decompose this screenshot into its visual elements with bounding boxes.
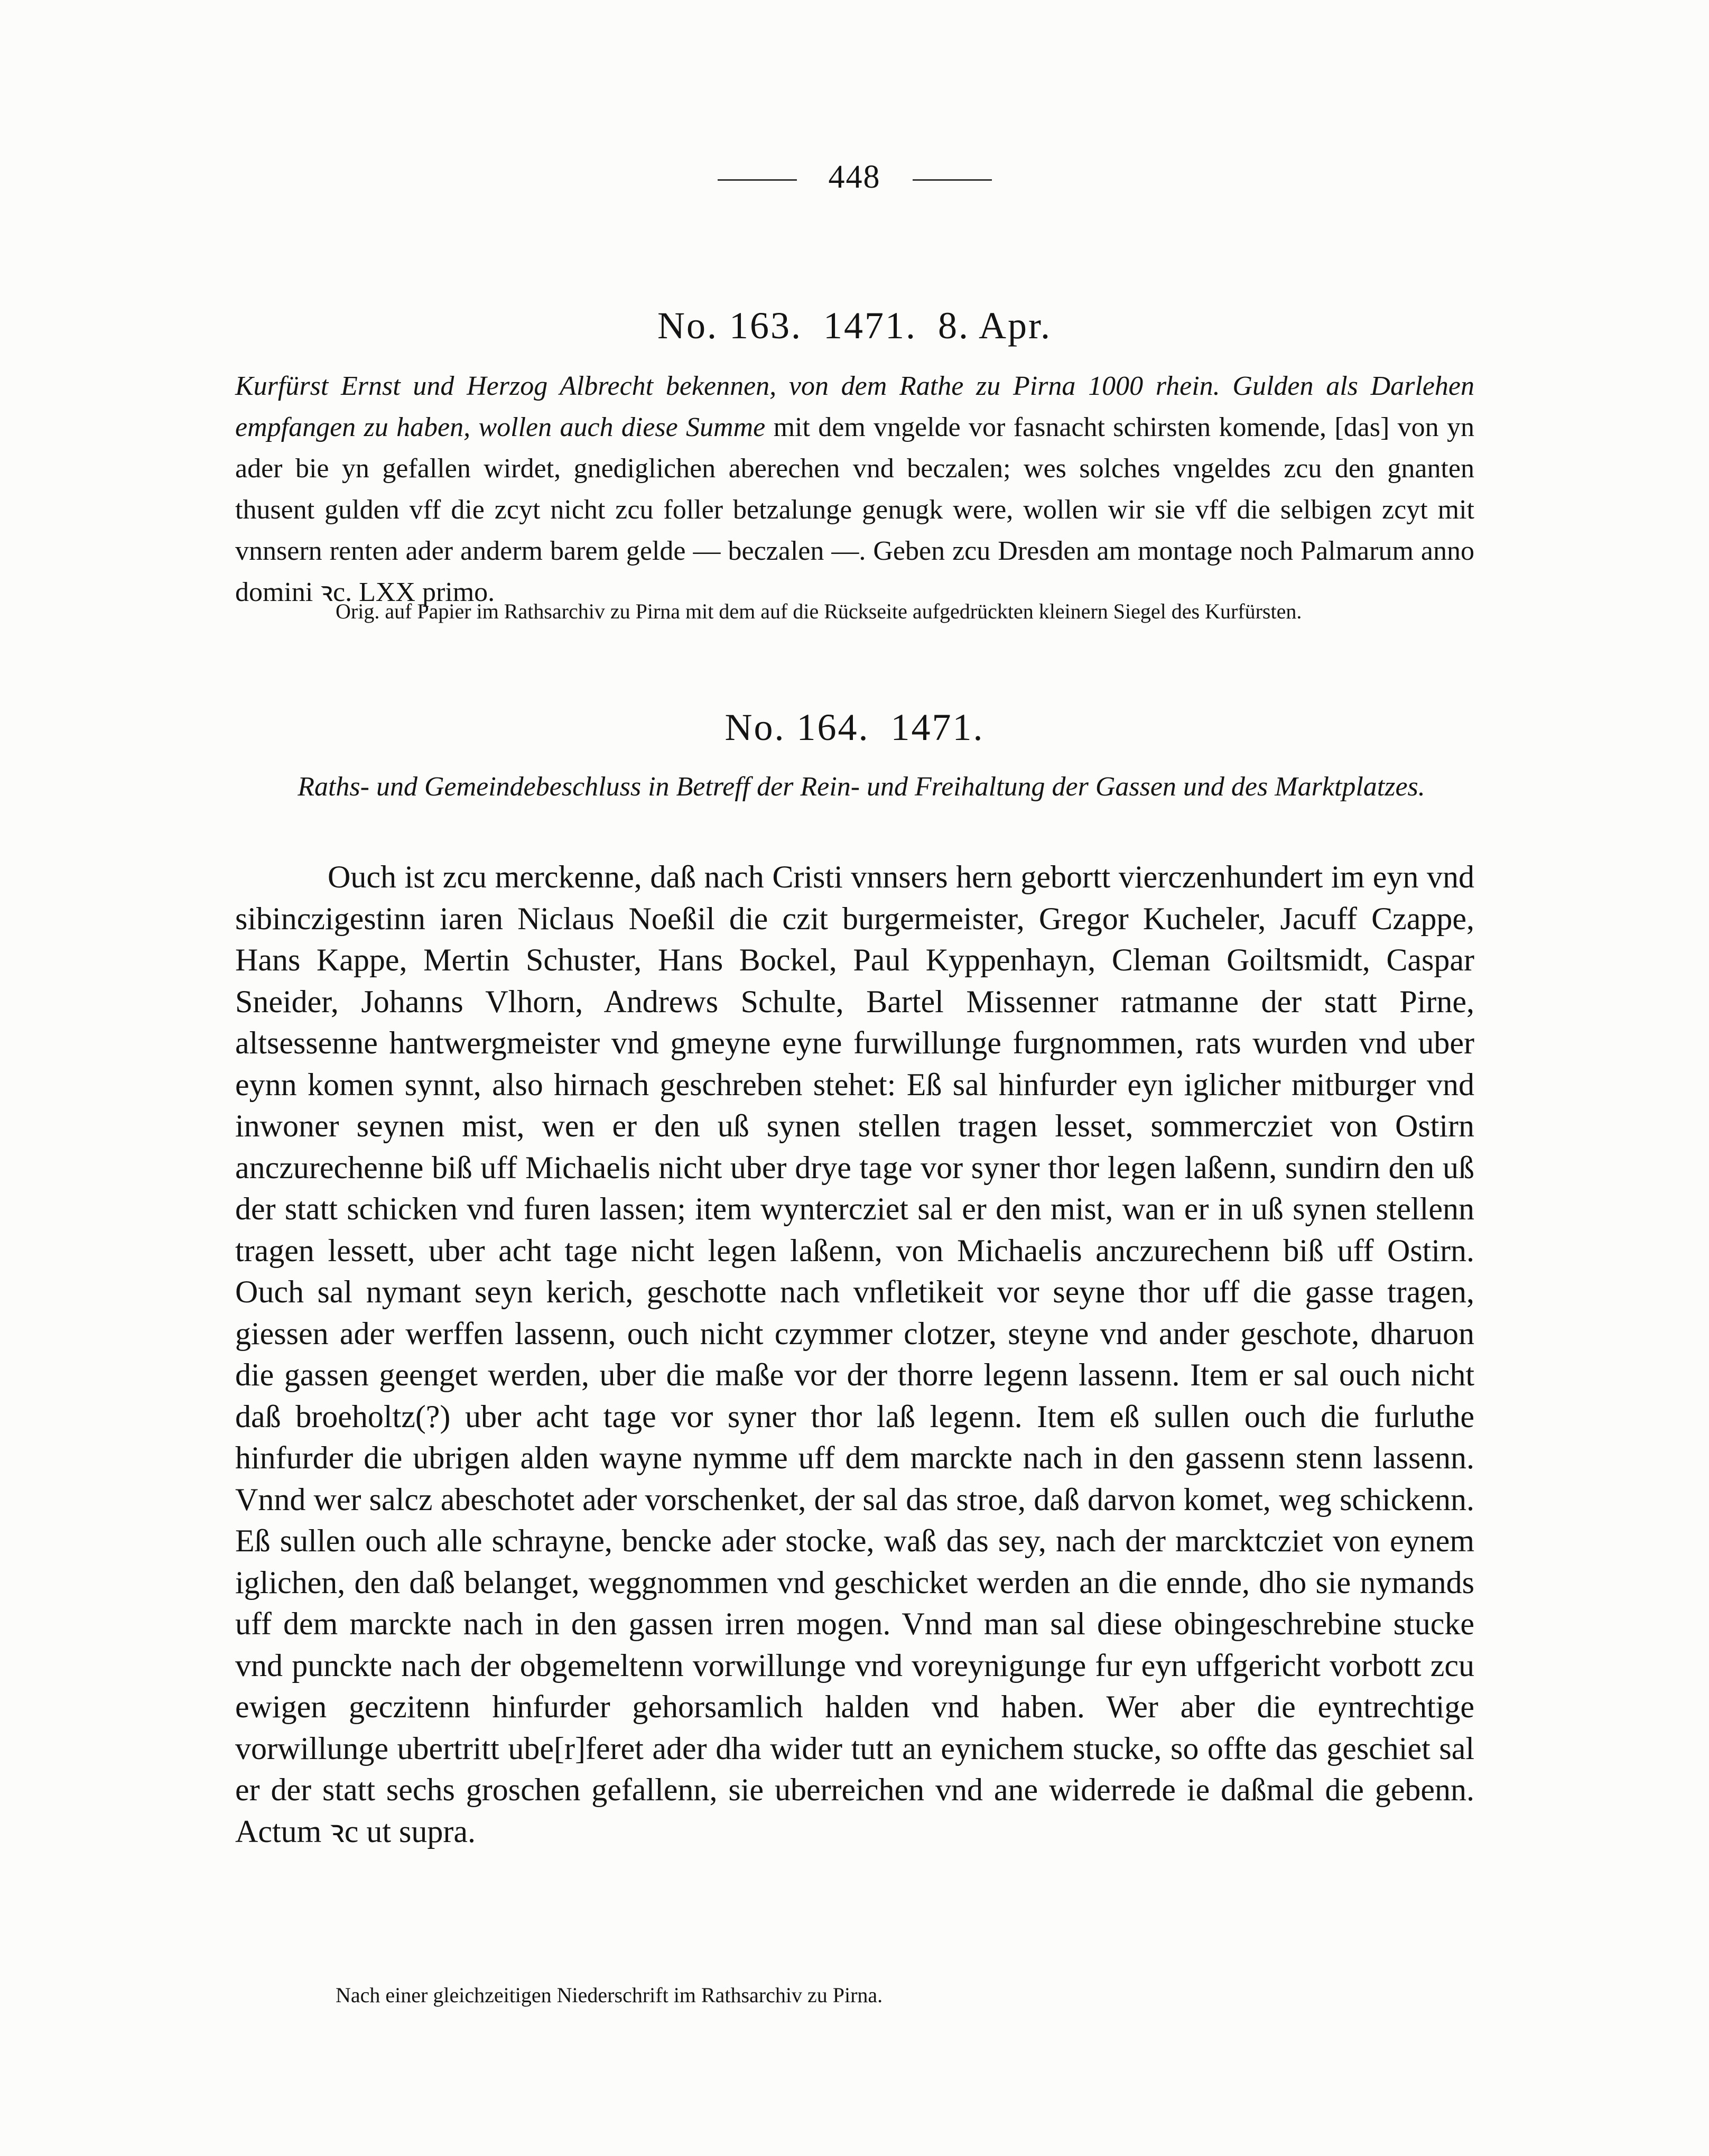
document-164-body: Ouch ist zcu merckenne, daß nach Cristi vnnsers hern gebortt vierczenhundert im eyn vnd sibinczigestinn iaren Niclaus Noeßil die czit burgermeister, Gregor Kucheler, Jacuff Czappe, Hans Kappe, Mertin Schuster, Hans Bockel, Paul Kyppenhayn, Cleman Goiltsmidt, Caspar Sneider, Johanns Vlhorn, Andrews Schulte, Bartel Missenner ratmanne der statt Pirne, altsessenne hantwergmeister vnd gmeyne eyne furwillunge furgnommen, rats wurden vnd uber eynn komen synnt, also hirnach geschreben stehet: Eß sal hinfurder eyn iglicher mitburger vnd inwoner seynen mist, wen er den uß synen stellen tragen lesset, sommercziet von Ostirn anczurechenne biß uff Michaelis nicht uber drye tage vor syner thor legen laßenn, sundirn den uß der statt schicken vnd furen lassen; item wyntercziet sal er den mist, wan er in uß synen stellenn tragen lessett, uber acht tage nicht legen laßenn, von Michaelis anczurechenn biß uff Ostirn. Ouch sal nymant seyn kerich, geschotte nach vnfletikeit vor seyne thor uff die gasse tragen, giessen ader werffen lassenn, ouch nicht czymmer clotzer, steyne vnd ander geschote, dharuon die gassen geenget werden, uber die maße vor der thorre legenn lassenn. Item er sal ouch nicht daß broeholtz(?) uber acht tage vor syner thor laß legenn. Item eß sullen ouch die furluthe hinfurder die ubrigen alden wayne nymme uff dem marckte nach in den gassenn stenn lassenn. Vnnd wer salcz abeschotet ader vorschenket, der sal das stroe, daß darvon komet, weg schickenn. Eß sullen ouch alle schrayne, bencke ader stocke, waß das sey, nach der marcktcziet von eynem iglichen, den daß belanget, weggnommen vnd geschicket werden an die ennde, dho sie nymands uff dem marckte nach in den gassen irren mogen. Vnnd man sal diese obingeschrebine stucke vnd punckte nach der obgemeltenn vorwillunge vnd voreynigunge fur eyn uffgericht vorbott zcu ewigen geczitenn hinfurder gehorsamlich halden vnd haben. Wer aber die eyntrechtige vorwillunge ubertritt ube[r]feret ader dha wider tutt an eynichem stucke, so offte das geschiet sal er der statt sechs groschen gefallenn, sie uberreichen vnd ane widerrede ie daßmal die gebenn. Actum ꝛc ut supra.: [235, 859, 1474, 1849]
regest-italic-part: Kurfürst Ernst und Herzog Albrecht bekennen, von dem Rathe zu Pirna 1000 rhein. Gulden als Darlehen empfangen zu haben, wollen auch diese Summe: [235, 371, 1474, 442]
page-number-rule-right: [913, 179, 992, 181]
document-date: 8. Apr.: [937, 304, 1052, 347]
document-164-regest: Raths- und Gemeindebeschluss in Betreff der Rein- und Freihaltung der Gassen und des Marktplatzes.: [298, 772, 1425, 802]
regest-plain-part: mit dem vngelde vor fasnacht schirsten komende, [das] von yn ader bie yn gefallen wirdet, gnediglichen aberechen vnd beczalen; wes solches vngeldes zcu den gnanten thusent gulden vff die zcyt nicht zcu foller betzalunge genugk were, wollen wir sie vff die selbigen zcyt mit vnnsern renten ader anderm barem gelde — beczalen —. Geben zcu Dresden am montage noch Palmarum anno domini ꝛc. LXX primo.: [235, 412, 1475, 607]
document-163-regest: [235, 366, 1474, 613]
page-number-value: 448: [828, 159, 881, 195]
page-number: [0, 159, 1709, 196]
document-164-source-note: Nach einer gleichzeitigen Niederschrift im Rathsarchiv zu Pirna.: [336, 1983, 883, 2007]
document-164-heading: [0, 706, 1709, 749]
document-163-source-note: Orig. auf Papier im Rathsarchiv zu Pirna mit dem auf die Rückseite aufgedrückten kleinern Siegel des Kurfürsten.: [336, 599, 1302, 623]
document-year: 1471.: [823, 304, 917, 347]
page-number-rule-left: [718, 179, 797, 181]
document-163-heading: [0, 304, 1709, 348]
document-number: No. 163.: [657, 304, 802, 347]
document-number: No. 164.: [725, 706, 870, 748]
document-year: 1471.: [890, 706, 984, 748]
